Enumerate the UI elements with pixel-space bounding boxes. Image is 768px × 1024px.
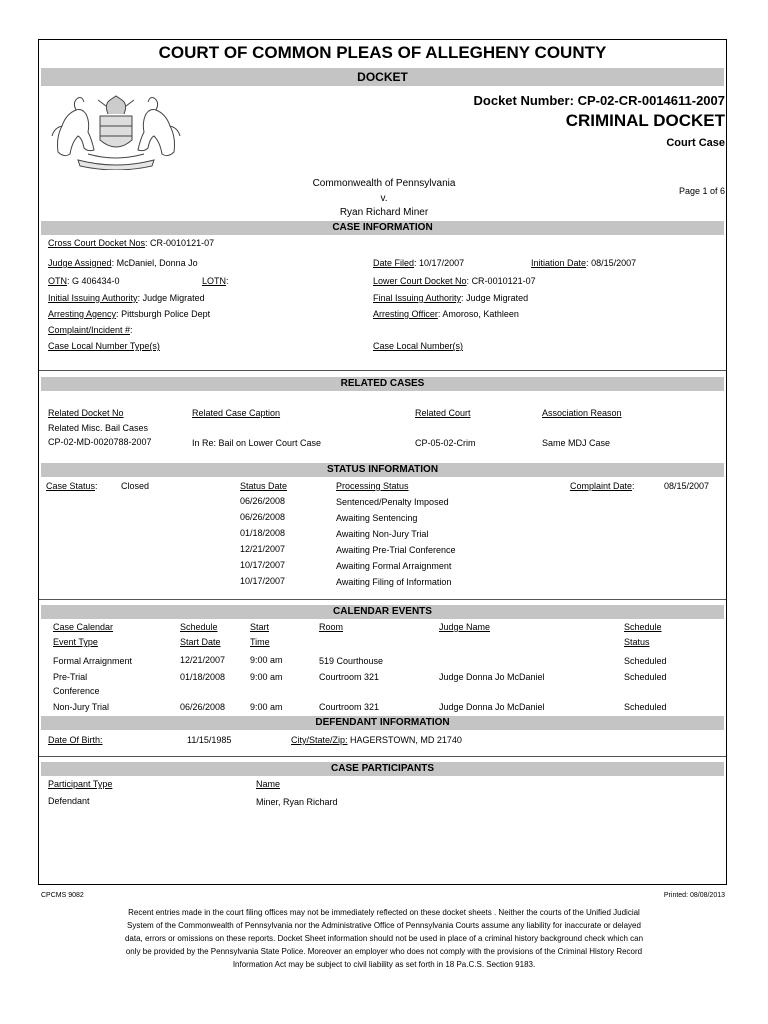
schedule-status-header-2: Status [624, 637, 650, 647]
lotn-label: LOTN [202, 276, 227, 286]
disclaimer-line: Recent entries made in the court filing offices may not be immediately reflected on these docket sheets . Neither the courts of the Unified Judicial [128, 908, 640, 917]
complaint-date-row: Complaint Date: [570, 481, 635, 491]
association-reason: Same MDJ Case [542, 438, 611, 448]
arresting-officer-label: Arresting Officer [373, 309, 438, 319]
complaint-row: Complaint/Incident #: [48, 325, 133, 335]
case-status-value: Closed [121, 481, 150, 491]
related-caption-header: Related Case Caption [192, 408, 281, 418]
otn-label: OTN [48, 276, 67, 286]
event-type-continued: Conference [53, 686, 100, 696]
status-date: 10/17/2007 [240, 560, 286, 570]
printed-date: Printed: 08/08/2013 [663, 892, 725, 899]
processing-status: Awaiting Pre-Trial Conference [336, 545, 456, 555]
event-date: 12/21/2007 [180, 655, 226, 665]
status-date: 06/26/2008 [240, 496, 286, 506]
city-state-zip-label: City/State/Zip: [291, 735, 348, 745]
final-authority-row: Final Issuing Authority: Judge Migrated [373, 293, 529, 303]
local-number-label: Case Local Number(s) [373, 341, 464, 351]
otn-row: OTN: G 406434-0 [48, 276, 120, 286]
section-divider [39, 370, 726, 371]
event-room: Courtroom 321 [319, 702, 380, 712]
court-title: COURT OF COMMON PLEAS OF ALLEGHENY COUNTY [158, 43, 607, 62]
event-type: Formal Arraignment [53, 656, 133, 666]
schedule-status-header: Schedule [624, 622, 662, 632]
initial-authority-row: Initial Issuing Authority: Judge Migrated [48, 293, 205, 303]
processing-status: Awaiting Non-Jury Trial [336, 529, 429, 539]
disclaimer-line: Information Act may be subject to civil liability as set forth in 18 Pa.C.S. Section 9183. [232, 960, 536, 969]
complaint-label: Complaint/Incident # [48, 325, 131, 335]
docket-number: CP-02-CR-0014611-2007 [577, 93, 725, 108]
judge-value: McDaniel, Donna Jo [116, 258, 198, 268]
arresting-agency-row: Arresting Agency: Pittsburgh Police Dept [48, 309, 211, 319]
event-type-header: Case Calendar [53, 622, 114, 632]
caption-line-3: Ryan Richard Miner [339, 207, 429, 218]
status-information-bar: STATUS INFORMATION [41, 463, 724, 477]
related-court-header: Related Court [415, 408, 471, 418]
status-date: 12/21/2007 [240, 544, 286, 554]
processing-status: Awaiting Filing of Information [336, 577, 452, 587]
lower-court-value: CR-0010121-07 [471, 276, 536, 286]
event-time: 9:00 am [250, 655, 283, 665]
docket-number-label: Docket Number: [473, 93, 574, 108]
pennsylvania-coat-of-arms-icon [48, 92, 184, 170]
docket-number-line [474, 93, 725, 108]
initial-authority-label: Initial Issuing Authority [48, 293, 138, 303]
association-reason-header: Association Reason [542, 408, 622, 418]
lower-court-label: Lower Court Docket No [373, 276, 467, 286]
defendant-information-bar: DEFENDANT INFORMATION [41, 716, 724, 730]
event-status: Scheduled [624, 702, 667, 712]
related-court: CP-05-02-Crim [415, 438, 476, 448]
cross-court-value: CR-0010121-07 [150, 238, 215, 248]
event-judge: Judge Donna Jo McDaniel [439, 702, 545, 712]
start-date-header-2: Start Date [180, 637, 221, 647]
event-room: Courtroom 321 [319, 672, 380, 682]
caption-line-1: Commonwealth of Pennsylvania [312, 178, 456, 189]
status-date: 10/17/2007 [240, 576, 286, 586]
local-number-row [373, 341, 463, 351]
docket-type: CRIMINAL DOCKET [565, 111, 725, 130]
event-type-header-2: Event Type [53, 637, 98, 647]
complaint-date-value: 08/15/2007 [664, 481, 710, 491]
case-status-label: Case Status [46, 481, 96, 491]
participant-name-header: Name [256, 779, 281, 789]
initiation-label: Initiation Date [531, 258, 587, 268]
section-divider [39, 599, 726, 600]
disclaimer-line: System of the Commonwealth of Pennsylvania nor the Administrative Office of Pennsylvania Courts assume any liability for inaccurate or delayed [127, 921, 641, 930]
processing-status: Sentenced/Penalty Imposed [336, 497, 449, 507]
judge-name-header: Judge Name [439, 622, 491, 632]
docket-bar: DOCKET [41, 68, 724, 86]
event-judge: Judge Donna Jo McDaniel [439, 672, 545, 682]
otn-value: G 406434-0 [72, 276, 120, 286]
event-type: Pre-Trial [53, 672, 88, 682]
judge-label: Judge Assigned [48, 258, 112, 268]
participant-name: Miner, Ryan Richard [256, 797, 338, 807]
page-info: Page 1 of 6 [678, 186, 725, 196]
arresting-agency-label: Arresting Agency [48, 309, 117, 319]
start-time-header: Start [250, 622, 270, 632]
caption-line-2: v. [380, 193, 388, 204]
related-docket-no: CP-02-MD-0020788-2007 [48, 437, 152, 447]
event-time: 9:00 am [250, 702, 283, 712]
disclaimer-line: only be provided by the Pennsylvania State Police. Moreover an employer who does not comply with the provisions of the Criminal History Record [125, 947, 643, 956]
date-filed-value: 10/17/2007 [419, 258, 465, 268]
case-status-row: Case Status: [46, 481, 98, 491]
date-filed-label: Date Filed [373, 258, 415, 268]
status-date-header: Status Date [240, 481, 288, 491]
cross-court-label: Cross Court Docket Nos [48, 238, 146, 248]
participant-type: Defendant [48, 796, 90, 806]
status-date: 06/26/2008 [240, 512, 286, 522]
judge-row: Judge Assigned: McDaniel, Donna Jo [48, 258, 198, 268]
related-group-label: Related Misc. Bail Cases [48, 423, 149, 433]
dob-value: 11/15/1985 [187, 735, 232, 745]
case-participants-bar: CASE PARTICIPANTS [41, 762, 724, 776]
processing-status-header: Processing Status [336, 481, 409, 491]
local-type-label: Case Local Number Type(s) [48, 341, 160, 351]
related-case-caption: In Re: Bail on Lower Court Case [192, 438, 322, 448]
event-room: 519 Courthouse [319, 656, 384, 666]
event-type: Non-Jury Trial [53, 702, 110, 712]
room-header: Room [319, 622, 344, 632]
city-state-zip-row [291, 735, 462, 745]
dob-label: Date Of Birth: [48, 735, 103, 745]
final-authority-value: Judge Migrated [466, 293, 529, 303]
processing-status: Awaiting Sentencing [336, 513, 418, 523]
calendar-events-bar: CALENDAR EVENTS [41, 605, 724, 619]
start-date-header: Schedule [180, 622, 218, 632]
event-time: 9:00 am [250, 672, 283, 682]
arresting-officer-row: Arresting Officer: Amoroso, Kathleen [373, 309, 519, 319]
disclaimer-line: data, errors or omissions on these reports. Docket Sheet information should not be used in place of a criminal history background check which can [124, 934, 644, 943]
event-status: Scheduled [624, 656, 667, 666]
initial-authority-value: Judge Migrated [142, 293, 205, 303]
complaint-date-label: Complaint Date [570, 481, 633, 491]
start-time-header-2: Time [250, 637, 270, 647]
initiation-row: Initiation Date: 08/15/2007 [531, 258, 637, 268]
local-type-row [48, 341, 160, 351]
arresting-officer-value: Amoroso, Kathleen [442, 309, 519, 319]
initiation-value: 08/15/2007 [591, 258, 637, 268]
status-date: 01/18/2008 [240, 528, 286, 538]
event-date: 01/18/2008 [180, 672, 226, 682]
arresting-agency-value: Pittsburgh Police Dept [121, 309, 211, 319]
form-code: CPCMS 9082 [41, 892, 84, 899]
participant-type-header: Participant Type [48, 779, 113, 789]
case-kind: Court Case [666, 137, 725, 149]
event-status: Scheduled [624, 672, 667, 682]
processing-status: Awaiting Formal Arraignment [336, 561, 452, 571]
event-date: 06/26/2008 [180, 702, 226, 712]
final-authority-label: Final Issuing Authority [373, 293, 462, 303]
case-information-bar: CASE INFORMATION [41, 221, 724, 235]
related-docket-header: Related Docket No [48, 408, 124, 418]
related-cases-bar: RELATED CASES [41, 377, 724, 391]
lower-court-row: Lower Court Docket No: CR-0010121-07 [373, 276, 536, 286]
section-divider [39, 756, 726, 757]
date-filed-row: Date Filed: 10/17/2007 [373, 258, 465, 268]
lotn-row: LOTN: [202, 276, 229, 286]
city-state-zip-value: HAGERSTOWN, MD 21740 [350, 735, 462, 745]
cross-court-row: Cross Court Docket Nos: CR-0010121-07 [48, 238, 215, 248]
